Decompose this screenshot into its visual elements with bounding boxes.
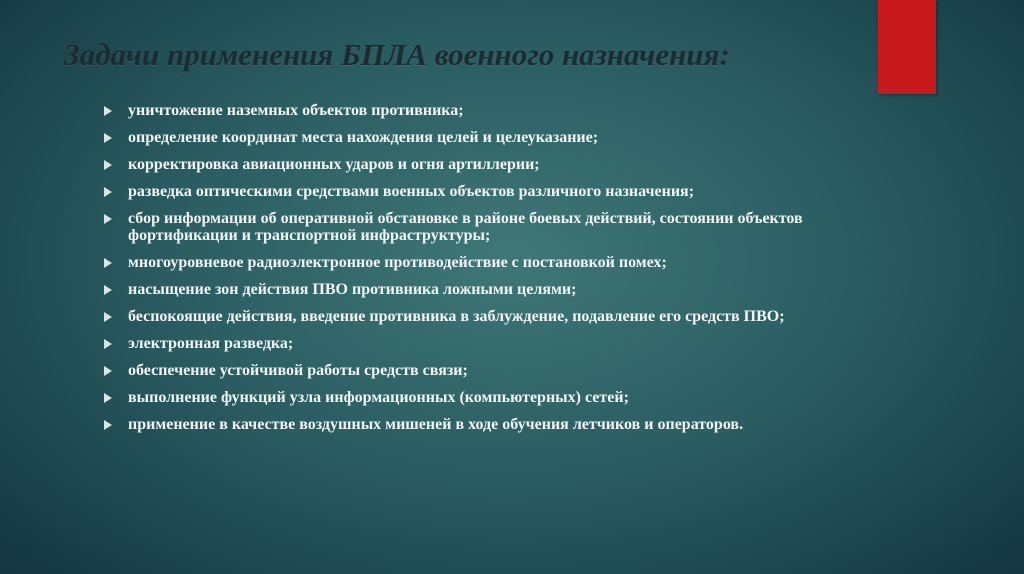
bullet-text: разведка оптическими средствами военных объектов различного назначения;	[128, 183, 695, 200]
triangle-right-icon	[104, 258, 112, 268]
bullet-item	[104, 416, 864, 433]
bullet-item	[104, 389, 864, 406]
bullet-text: насыщение зон действия ПВО противника ложными целями;	[128, 281, 577, 298]
bullet-text: определение координат места нахождения целей и целеуказание;	[128, 129, 599, 146]
triangle-right-icon	[104, 187, 112, 197]
bullet-text: электронная разведка;	[128, 335, 294, 352]
triangle-right-icon	[104, 420, 112, 430]
bullet-item	[104, 308, 864, 325]
red-accent-bar	[878, 0, 936, 94]
triangle-right-icon	[104, 285, 112, 295]
bullet-text: сбор информации об оперативной обстановке в районе боевых действий, состоянии объектов фортификации и транспортной инфраструктуры;	[128, 210, 803, 244]
bullet-item	[104, 183, 864, 200]
bullet-text: применение в качестве воздушных мишеней в ходе обучения летчиков и операторов.	[128, 416, 744, 433]
triangle-right-icon	[104, 214, 112, 224]
triangle-right-icon	[104, 106, 112, 116]
bullet-item	[104, 210, 864, 244]
bullet-item	[104, 362, 864, 379]
triangle-right-icon	[104, 366, 112, 376]
triangle-right-icon	[104, 393, 112, 403]
bullet-text: корректировка авиационных ударов и огня артиллерии;	[128, 156, 540, 173]
triangle-right-icon	[104, 339, 112, 349]
triangle-right-icon	[104, 133, 112, 143]
bullet-item	[104, 281, 864, 298]
bullet-item	[104, 156, 864, 173]
bullet-text: многоуровневое радиоэлектронное противодействие с постановкой помех;	[128, 254, 667, 271]
triangle-right-icon	[104, 160, 112, 170]
bullet-item	[104, 254, 864, 271]
bullet-text: выполнение функций узла информационных (компьютерных) сетей;	[128, 389, 629, 406]
bullet-item	[104, 129, 864, 146]
bullet-item	[104, 102, 864, 119]
bullet-item	[104, 335, 864, 352]
bullet-text: беспокоящие действия, введение противника в заблуждение, подавление его средств ПВО;	[128, 308, 785, 325]
bullet-list	[104, 102, 864, 443]
triangle-right-icon	[104, 312, 112, 322]
slide-title: Задачи применения БПЛА военного назначения:	[64, 37, 730, 72]
bullet-text: обеспечение устойчивой работы средств связи;	[128, 362, 468, 379]
bullet-text: уничтожение наземных объектов противника;	[128, 102, 464, 119]
